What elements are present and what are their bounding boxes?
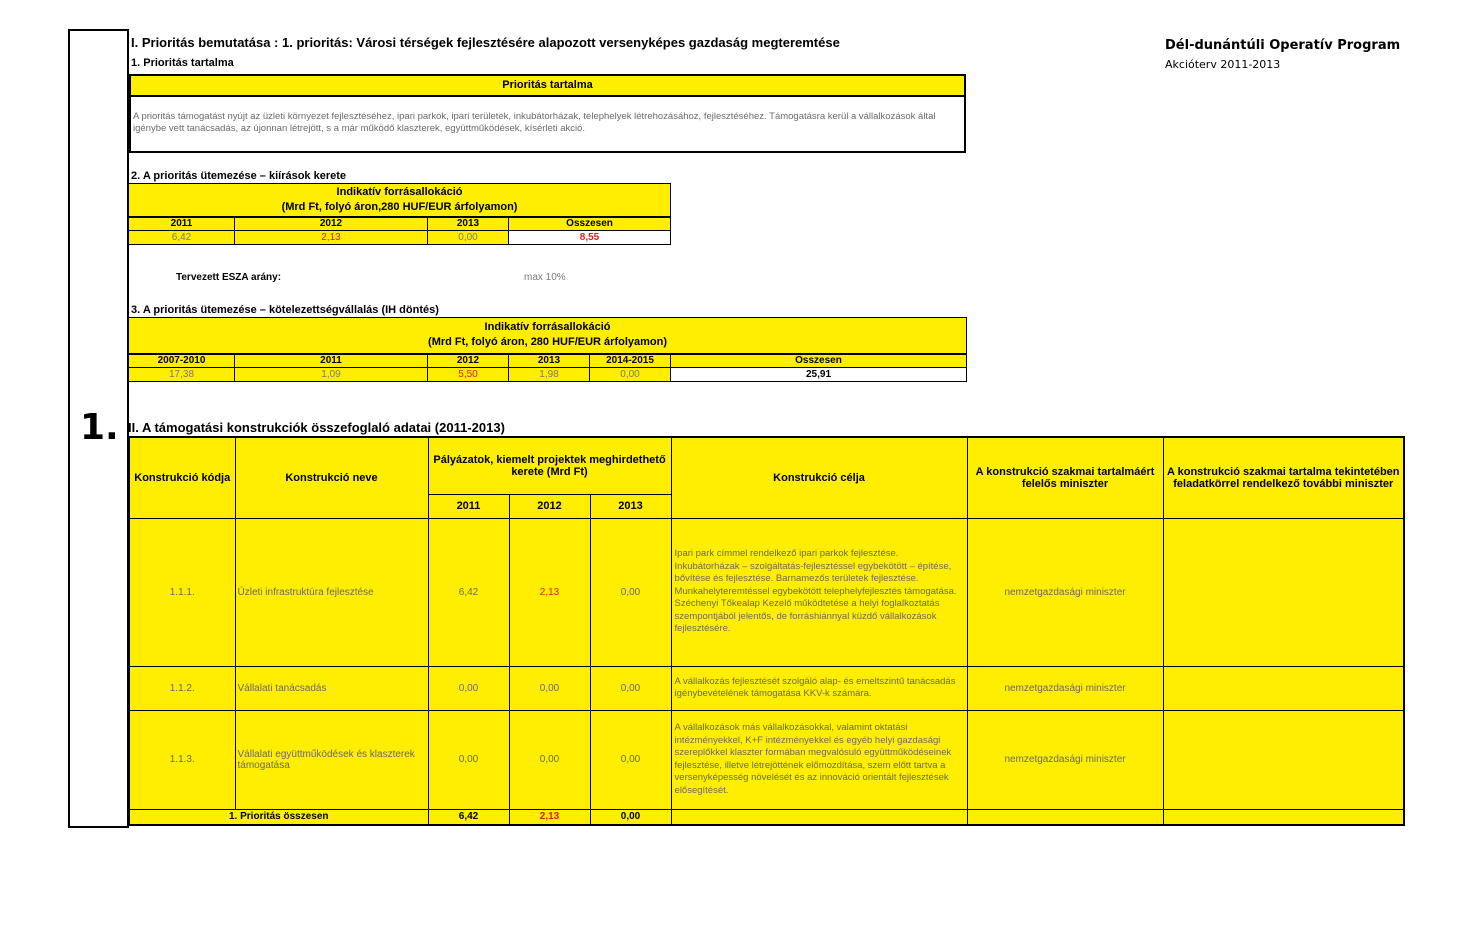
row-2012: 2,13 xyxy=(509,518,590,666)
priority-content-text: A prioritás támogatást nyújt az üzleti környezet fejlesztéséhez, ipari parkok, ipari területek, inkubátorházak, telephelyek létrehozásához, fejlesztéséhez. Támogatásra kerül a vállalkozások által igénybe vett tanácsadás, az újonnan létrejött, s a már működő klaszterek, együttműködések, kísérleti akció. xyxy=(133,111,936,134)
row-name: Vállalati tanácsadás xyxy=(235,666,428,710)
row-code: 1.1.3. xyxy=(129,710,235,809)
section4-heading: II. A támogatási konstrukciók összefoglaló adatai (2011-2013) xyxy=(128,420,505,435)
priority-number: 1. xyxy=(80,407,119,448)
table-cell: 0,00 xyxy=(428,231,509,245)
col-header: 2014-2015 xyxy=(590,354,671,368)
row-2012: 0,00 xyxy=(509,710,590,809)
priority-content-box xyxy=(129,74,966,153)
row-minister: nemzetgazdasági miniszter xyxy=(967,710,1163,809)
col-header: Összesen xyxy=(671,354,967,368)
constructions-table xyxy=(128,436,1405,826)
row-name: Vállalati együttműködések és klaszterek támogatása xyxy=(235,710,428,809)
priority-content-title: Prioritás tartalma xyxy=(131,76,964,97)
row-goal: Ipari park címmel rendelkező ipari parkok fejlesztése. Inkubátorházak – szolgáltatás-fejlesztéssel egybekötött – építése, bővítése és fejlesztése. Barnamezős területek fejlesztése. Munkahelyteremtéssel egybekötött telephelyfejlesztés támogatása. Széchenyi Tőkealap Kezelő működtetése a helyi foglalkoztatás szempontjából jelentős, de forráshiánnyal küzdő vállalkozások fejlesztésére. xyxy=(671,518,967,666)
program-name: Dél-dunántúli Operatív Program xyxy=(1165,38,1401,53)
header-code: Konstrukció kódja xyxy=(129,437,235,518)
row-code: 1.1.1. xyxy=(129,518,235,666)
row-code: 1.1.2. xyxy=(129,666,235,710)
col-header: Összesen xyxy=(509,217,671,231)
table-row xyxy=(129,710,1404,809)
esza-value: max 10% xyxy=(524,272,566,283)
header-minister: A konstrukció szakmai tartalmáért felelős miniszter xyxy=(967,437,1163,518)
row-2011: 0,00 xyxy=(428,710,509,809)
col-header: 2012 xyxy=(235,217,428,231)
allocation-table-2-title: Indikatív forrásallokáció (Mrd Ft, folyó áron, 280 HUF/EUR árfolyamon) xyxy=(129,318,967,354)
section2-heading: 2. A prioritás ütemezése – kiírások kerete xyxy=(131,170,347,182)
total-2012: 2,13 xyxy=(509,809,590,825)
section3-heading: 3. A prioritás ütemezése – kötelezettségvállalás (IH döntés) xyxy=(131,304,439,316)
col-header: 2012 xyxy=(428,354,509,368)
table-cell: 17,38 xyxy=(129,368,235,382)
table-cell-total: 25,91 xyxy=(671,368,967,382)
row-2012: 0,00 xyxy=(509,666,590,710)
table-row xyxy=(129,518,1404,666)
allocation-table-1-title: Indikatív forrásallokáció (Mrd Ft, folyó áron,280 HUF/EUR árfolyamon) xyxy=(129,184,671,217)
total-2013: 0,00 xyxy=(590,809,671,825)
row-minister: nemzetgazdasági miniszter xyxy=(967,518,1163,666)
year-header: 2013 xyxy=(590,494,671,518)
allocation-table-1 xyxy=(128,183,671,245)
col-header: 2011 xyxy=(129,217,235,231)
row-goal: A vállalkozás fejlesztését szolgáló alap- és emeltszintű tanácsadás igénybevételének támogatása KKV-k számára. xyxy=(671,666,967,710)
table-cell: 1,09 xyxy=(235,368,428,382)
row-2013: 0,00 xyxy=(590,666,671,710)
table-cell: 0,00 xyxy=(590,368,671,382)
row-minister: nemzetgazdasági miniszter xyxy=(967,666,1163,710)
total-empty xyxy=(967,809,1163,825)
program-subtitle: Akcióterv 2011-2013 xyxy=(1165,58,1281,71)
row-2011: 0,00 xyxy=(428,666,509,710)
row-2013: 0,00 xyxy=(590,710,671,809)
col-header: 2013 xyxy=(509,354,590,368)
row-name: Üzleti infrastruktúra fejlesztése xyxy=(235,518,428,666)
total-label: 1. Prioritás összesen xyxy=(129,809,428,825)
section1-heading: 1. Prioritás tartalma xyxy=(131,57,234,69)
header-goal: Konstrukció célja xyxy=(671,437,967,518)
table-cell: 6,42 xyxy=(129,231,235,245)
total-row xyxy=(129,809,1404,825)
table-cell: 5,50 xyxy=(428,368,509,382)
table-cell-total: 8,55 xyxy=(509,231,671,245)
total-empty xyxy=(671,809,967,825)
row-other-minister xyxy=(1163,666,1404,710)
header-other-minister: A konstrukció szakmai tartalma tekintetében feladatkörrel rendelkező további miniszter xyxy=(1163,437,1404,518)
total-empty xyxy=(1163,809,1404,825)
table-cell: 1,98 xyxy=(509,368,590,382)
allocation-table-2 xyxy=(128,317,967,382)
year-header: 2011 xyxy=(428,494,509,518)
year-header: 2012 xyxy=(509,494,590,518)
esza-label: Tervezett ESZA arány: xyxy=(176,272,282,283)
col-header: 2011 xyxy=(235,354,428,368)
page-title: I. Prioritás bemutatása : 1. prioritás: Városi térségek fejlesztésére alapozott versenyképes gazdaság megteremtése xyxy=(131,35,840,50)
row-goal: A vállalkozások más vállalkozásokkal, valamint oktatási intézményekkel, K+F intézményekkel és egyéb helyi gazdasági szereplőkkel klaszter formában megvalósuló együttműködéseinek fejlesztése, illetve létrejöttének előmozdítása, szem előtt tartva a versenyképesség növelését és az innováció orientált fejlesztések elősegítését. xyxy=(671,710,967,809)
row-2011: 6,42 xyxy=(428,518,509,666)
header-budget: Pályázatok, kiemelt projektek meghirdethető kerete (Mrd Ft) xyxy=(428,437,671,494)
row-other-minister xyxy=(1163,710,1404,809)
row-2013: 0,00 xyxy=(590,518,671,666)
total-2011: 6,42 xyxy=(428,809,509,825)
col-header: 2007-2010 xyxy=(129,354,235,368)
table-cell: 2,13 xyxy=(235,231,428,245)
table-row xyxy=(129,666,1404,710)
row-other-minister xyxy=(1163,518,1404,666)
header-name: Konstrukció neve xyxy=(235,437,428,518)
col-header: 2013 xyxy=(428,217,509,231)
